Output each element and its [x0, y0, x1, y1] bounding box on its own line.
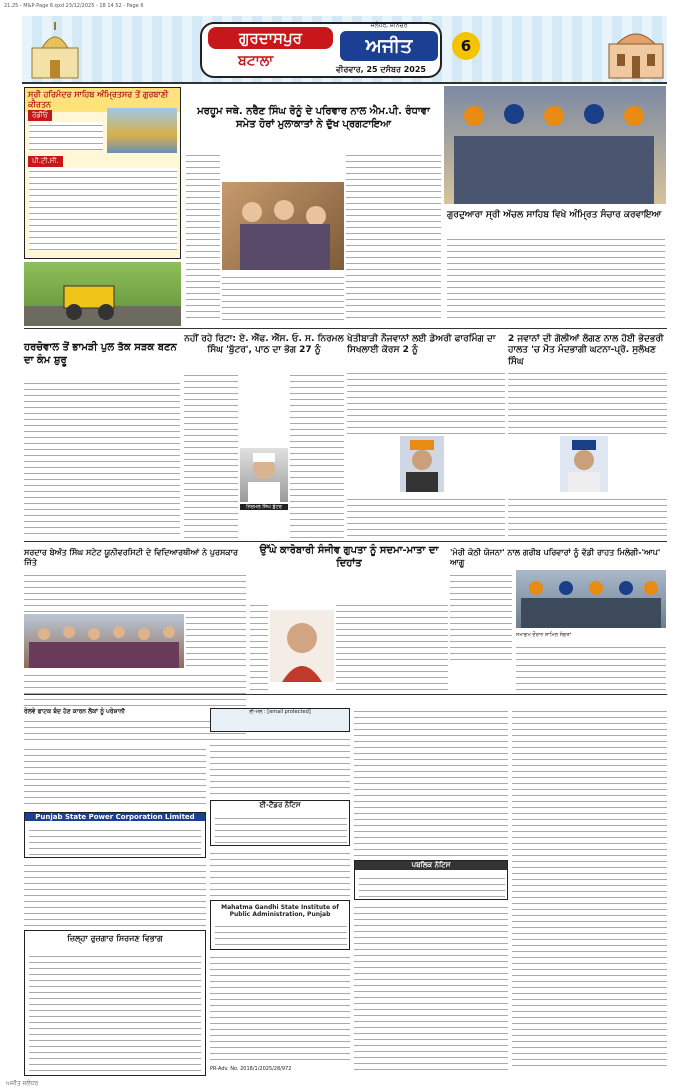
kirtan-title: ਸ੍ਰੀ ਹਰਿਮੰਦਰ ਸਾਹਿਬ ਅੰਮ੍ਰਿਤਸਰ ਤੋਂ ਗੁਰਬਾਣੀ ਕੀਰਤਨ	[25, 88, 180, 112]
mother-photo	[270, 610, 334, 682]
issue-date: ਵੀਰਵਾਰ, 25 ਦਸੰਬਰ 2025	[336, 65, 427, 74]
professor-photo	[560, 436, 608, 492]
city-name: ਗੁਰਦਾਸਪੁਰ	[208, 27, 333, 49]
mail-ad	[210, 708, 350, 732]
article-headline-7: ਸਰਦਾਰ ਬੇਅੰਤ ਸਿੰਘ ਸਟੇਟ ਯੂਨੀਵਰਸਿਟੀ ਦੇ ਵਿਦਿਆਰਥੀਆਂ ਨੇ ਪੁਰਸਕਾਰ ਜਿੱਤੇ	[24, 548, 239, 567]
print-metadata-line: 21.25 - M&P-Page 6.qxd 23/12/2025 - 18 14 52 - Page 6	[4, 3, 144, 9]
amrit-sanchar-photo	[444, 86, 666, 204]
sub-city: ਬਟਾਲਾ	[238, 53, 274, 69]
public-notice-ad	[354, 860, 508, 900]
students-award-photo	[24, 614, 184, 668]
page-number: 6	[452, 32, 480, 60]
nameplate	[200, 22, 442, 78]
golden-temple-photo	[107, 108, 177, 153]
road-construction-photo	[24, 262, 181, 326]
adv-number: PR-Adv. No. 2018/1/2025/28/972	[210, 1066, 292, 1072]
temple-illustration-right	[607, 20, 665, 80]
temple-illustration-left	[28, 20, 82, 80]
ptc-label: ਪੀ.ਟੀ.ਸੀ.	[28, 156, 63, 167]
footer: ਅਜੀਤ ਜਲੰਧਰ	[6, 1080, 39, 1087]
article-headline-2: ਗੁਰਦੁਆਰਾ ਸ੍ਰੀ ਅੱਚਲ ਸਾਹਿਬ ਵਿਖੇ ਅੰਮ੍ਰਿਤ ਸੰਚਾਰ ਕਰਵਾਇਆ	[447, 210, 662, 220]
edition-label: ਜਲੰਧਰ, ਸ਼ਨਿਚਰ	[370, 22, 408, 29]
obituary-caption: ਨਿਰਮਲ ਸਿੰਘ ਬੁੱਟਰ	[240, 504, 288, 510]
aap-photo-caption: ਸਮਾਗਮ ਦੌਰਾਨ ਸ਼ਾਮਿਲ ਸੰਗਤਾਂ	[516, 632, 572, 638]
aap-leaders-photo	[516, 570, 666, 628]
radio-label: ਰੇਡੀਓ	[28, 110, 52, 121]
newspaper-brand: ਅਜੀਤ	[340, 31, 438, 61]
obituary-photo	[240, 448, 288, 502]
employment-ad	[24, 930, 206, 1076]
tender-ad-title: ਈ-ਟੈਂਡਰ ਨੋਟਿਸ	[259, 801, 301, 809]
pspcl-title: Punjab State Power Corporation Limited	[25, 813, 205, 821]
gov-institute-ad	[210, 900, 350, 950]
tender-ad	[210, 800, 350, 846]
employment-ad-title: ਜ਼ਿਲ੍ਹਾ ਰੁਜ਼ਗਾਰ ਸਿਰਜਣ ਵਿਭਾਗ	[67, 934, 163, 943]
masthead	[22, 16, 667, 84]
article-headline-4: ਨਹੀਂ ਰਹੇ ਰਿਟਾ: ਏ. ਐੱਫ. ਐੱਸ. ਓ. ਸ. ਨਿਰਮਲ ਸਿੰਘ 'ਬੁੱਟਰ', ਪਾਠ ਦਾ ਭੋਗ 27 ਨੂੰ	[184, 334, 344, 356]
condolence-photo	[222, 182, 344, 270]
kirtan-box	[24, 87, 181, 259]
pspcl-ad	[24, 812, 206, 858]
article-headline-3: ਹਰਚੋਵਾਲ ਤੋਂ ਭਾਮੜੀ ਪੁਲ ਤੱਕ ਸੜਕ ਬਣਨ ਦਾ ਕੰਮ ਸ਼ੁਰੂ	[24, 342, 177, 366]
article-headline-8: ਉੱਘੇ ਕਾਰੋਬਾਰੀ ਸੰਜੀਵ ਗੁਪਤਾ ਨੂੰ ਸਦਮਾ-ਮਾਤਾ ਦਾ ਦਿਹਾਂਤ	[259, 545, 439, 569]
mail-ad-text: ਈ-ਮੇਲ : [email protected]	[249, 709, 311, 715]
public-notice-title: ਪਬਲਿਕ ਨੋਟਿਸ	[355, 861, 507, 870]
article-headline-9: 'ਮੇਰੀ ਕੋਠੀ ਯੋਜਨਾ' ਨਾਲ ਗਰੀਬ ਪਰਿਵਾਰਾਂ ਨੂੰ ਵੱਡੀ ਰਾਹਤ ਮਿਲੇਗੀ-'ਆਪ' ਆਗੂ	[450, 548, 661, 567]
article-headline-6: 2 ਜਵਾਨਾਂ ਦੀ ਗੋਲੀਆਂ ਲੱਗਣ ਨਾਲ ਹੋਈ ਭੇਦਭਰੀ ਹਾਲਤ 'ਚ ਮੌਤ ਮੰਦਭਾਗੀ ਘਟਨਾ-ਪ੍ਰੋ. ਸੁਲੱਖਣ ਸਿੰਘ	[508, 334, 664, 367]
article-headline-5: ਖੇਤੀਬਾੜੀ ਨੌਜਵਾਨਾਂ ਲਈ ਡੇਅਰੀ ਫਾਰਮਿੰਗ ਦਾ ਸਿਖਲਾਈ ਕੋਰਸ 2 ਨੂੰ	[347, 334, 496, 356]
article-headline-10: ਰੇਲਵੇ ਫਾਟਕ ਬੰਦ ਹੋਣ ਕਾਰਨ ਲੋਕਾਂ ਨੂੰ ਪਰੇਸ਼ਾਨੀ	[24, 708, 125, 715]
article-headline-1: ਮਰਹੂਮ ਜਥੇ. ਨਰੈਣ ਸਿੰਘ ਰੋਨੂੰ ਦੇ ਪਰਿਵਾਰ ਨਾਲ ਐਮ.ਪੀ. ਰੰਧਾਵਾ ਸਮੇਤ ਹੋਰਾਂ ਮੁਲਾਕਾਤਾਂ ਨੇ ਦੁੱਖ ਪ੍ਰਗਟਾਇਆ	[197, 106, 430, 130]
gov-institute-title: Mahatma Gandhi State Institute of Public Administration, Punjab	[221, 904, 339, 918]
trainer-photo	[400, 436, 444, 492]
